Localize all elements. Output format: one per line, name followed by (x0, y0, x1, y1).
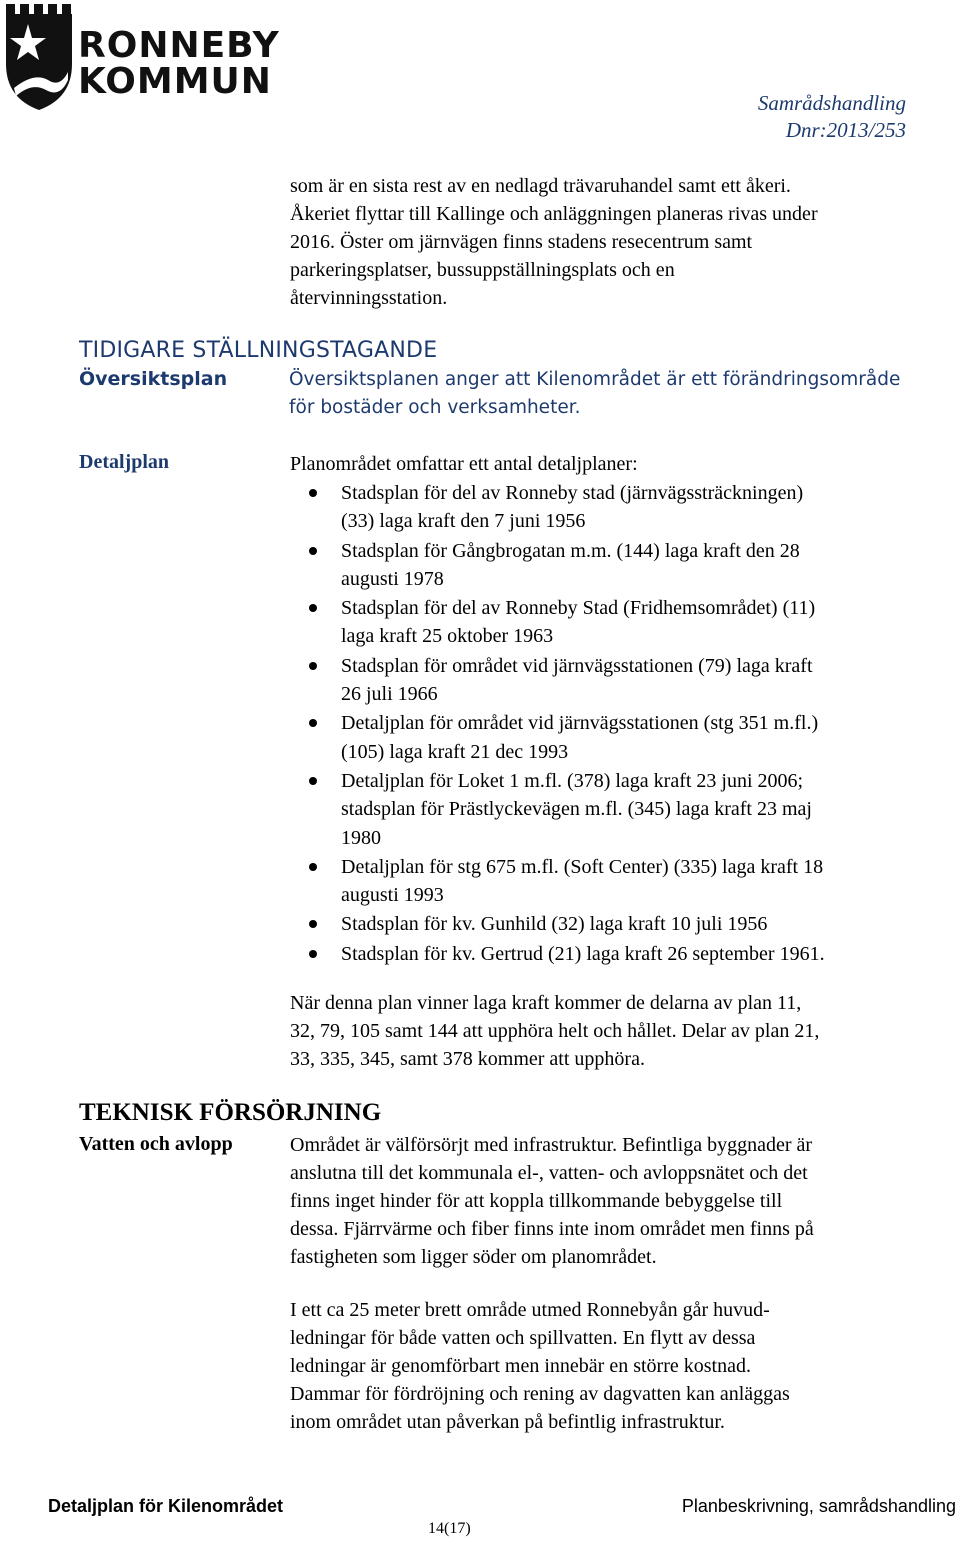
plan-list-item (290, 940, 940, 968)
text-line: dessa. Fjärrvärme och fiber finns inte inom området men finns på (290, 1218, 814, 1240)
bullet-icon (309, 719, 317, 727)
plan-list-item (290, 479, 940, 536)
text-line: Stadsplan för del av Ronneby stad (järnvägssträckningen) (341, 482, 804, 504)
oversiktsplan-text (289, 366, 939, 422)
text-line: augusti 1978 (341, 567, 444, 590)
text-line: finns inget hinder för att koppla tillkommande bebyggelse till (290, 1190, 783, 1212)
plan-list-item (290, 652, 940, 709)
page-number: 14(17) (428, 1520, 471, 1537)
bullet-icon (309, 489, 317, 497)
logo-word-ronneby: RONNEBY (78, 25, 280, 66)
text-line: ledningar för både vatten och spillvatten. En flytt av dessa (290, 1327, 756, 1349)
plan-list-item (290, 853, 940, 910)
closing-paragraph (290, 989, 930, 1073)
text-line: Stadsplan för området vid järnvägsstationen (79) laga kraft (341, 654, 813, 677)
bullet-icon (309, 604, 317, 612)
bullet-icon (309, 950, 317, 958)
text-line: inom området utan påverkan på befintlig infrastruktur. (290, 1411, 725, 1433)
text-line: Detaljplan för området vid järnvägsstationen (stg 351 m.fl.) (341, 712, 819, 735)
text-line: 26 juli 1966 (341, 683, 438, 706)
label-vatten-och-avlopp: Vatten och avlopp (79, 1133, 233, 1155)
text-line: ledningar är genomförbart men innebär en större kostnad. (290, 1355, 751, 1377)
label-detaljplan: Detaljplan (79, 451, 169, 473)
text-line: (105) laga kraft 21 dec 1993 (341, 740, 569, 763)
text-line: Detaljplan för stg 675 m.fl. (Soft Center) (335) laga kraft 18 (341, 855, 824, 878)
coat-of-arms-icon (4, 2, 76, 114)
text-line: stadsplan för Prästlyckevägen m.fl. (345) laga kraft 23 maj (341, 798, 812, 821)
section-heading-tidigare: TIDIGARE STÄLLNINGSTAGANDE (79, 338, 438, 363)
text-line: Åkeriet flyttar till Kallinge och anläggningen planeras rivas under (290, 203, 818, 225)
text-line: Detaljplan för Loket 1 m.fl. (378) laga kraft 23 juni 2006; (341, 769, 804, 792)
text-line: Stadsplan för kv. Gertrud (21) laga kraft 26 september 1961. (341, 942, 825, 965)
text-line: anslutna till det kommunala el-, vatten- och avloppsnätet och det (290, 1162, 808, 1184)
plan-list-item (290, 537, 940, 594)
text-line: När denna plan vinner laga kraft kommer de delarna av plan 11, (290, 992, 802, 1014)
plan-list-item (290, 594, 940, 651)
va-paragraph-1 (290, 1131, 930, 1271)
text-line: för bostäder och verksamheter. (289, 397, 581, 418)
plan-list-item (290, 709, 940, 766)
text-line: Stadsplan för del av Ronneby Stad (Fridhemsområdet) (11) (341, 597, 816, 620)
text-line: 1980 (341, 826, 381, 849)
text-line: 33, 335, 345, samt 378 kommer att upphöra. (290, 1048, 645, 1070)
text-line: Dammar för fördröjning och rening av dagvatten kan anläggas (290, 1383, 790, 1405)
detaljplan-intro: Planområdet omfattar ett antal detaljplaner: (290, 453, 638, 475)
text-line: Stadsplan för Gångbrogatan m.m. (144) laga kraft den 28 (341, 539, 800, 562)
text-line: parkeringsplatser, bussuppställningsplats och en (290, 259, 675, 281)
footer-plan-name: Detaljplan för Kilenområdet (48, 1496, 284, 1516)
bullet-icon (309, 920, 317, 928)
text-line: I ett ca 25 meter brett område utmed Ronnebyån går huvud- (290, 1299, 770, 1321)
va-paragraph-2 (290, 1296, 930, 1436)
bullet-icon (309, 777, 317, 785)
label-oversiktsplan: Översiktsplan (79, 368, 228, 390)
text-line: fastigheten som ligger söder om planområdet. (290, 1246, 657, 1268)
detaljplan-list (290, 479, 940, 969)
text-line: laga kraft 25 oktober 1963 (341, 625, 554, 648)
text-line: augusti 1993 (341, 884, 444, 907)
text-line: 2016. Öster om järnvägen finns stadens resecentrum samt (290, 231, 753, 253)
text-line: Stadsplan för kv. Gunhild (32) laga kraft 10 juli 1956 (341, 913, 768, 936)
ronneby-kommun-logo (4, 2, 284, 114)
bullet-icon (309, 662, 317, 670)
document-number: Dnr:2013/253 (785, 118, 906, 142)
plan-list-item (290, 910, 940, 938)
intro-paragraph (290, 172, 930, 312)
section-heading-teknisk: TEKNISK FÖRSÖRJNING (79, 1099, 382, 1126)
text-line: återvinningsstation. (290, 287, 448, 309)
text-line: Området är välförsörjt med infrastruktur. Befintliga byggnader är (290, 1134, 813, 1156)
text-line: Översiktsplanen anger att Kilenområdet är ett förändringsområde (289, 369, 901, 390)
text-line: 32, 79, 105 samt 144 att upphöra helt och hållet. Delar av plan 21, (290, 1020, 820, 1042)
plan-list-item (290, 767, 940, 852)
logo-word-kommun: KOMMUN (78, 61, 272, 102)
text-line: som är en sista rest av en nedlagd trävaruhandel samt ett åkeri. (290, 175, 791, 197)
bullet-icon (309, 863, 317, 871)
footer-document-type: Planbeskrivning, samrådshandling (681, 1496, 956, 1516)
text-line: (33) laga kraft den 7 juni 1956 (341, 510, 586, 533)
document-type: Samrådshandling (757, 91, 906, 115)
document-meta (758, 90, 906, 144)
bullet-icon (309, 547, 317, 555)
